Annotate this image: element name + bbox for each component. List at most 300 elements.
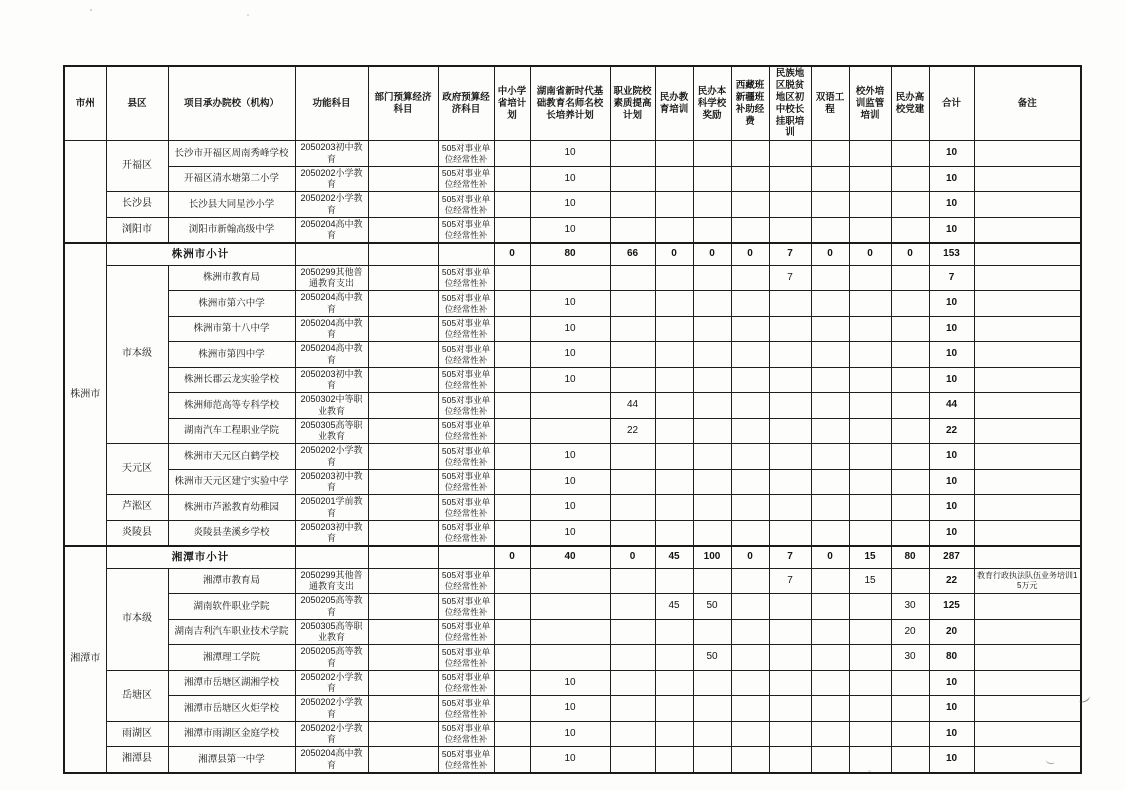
cell-k2: 10 bbox=[530, 495, 610, 521]
cell-k4 bbox=[655, 444, 693, 470]
cell-k1 bbox=[494, 192, 530, 218]
cell-k10 bbox=[891, 747, 929, 773]
col-header-k2: 湖南省新时代基础教育名师名校长培养计划 bbox=[530, 66, 610, 141]
cell-k9: 15 bbox=[849, 546, 891, 568]
cell-k6 bbox=[731, 393, 769, 419]
cell-gov: 505对事业单位经常性补 bbox=[438, 670, 494, 696]
cell-k3 bbox=[610, 721, 655, 747]
cell-k4 bbox=[655, 166, 693, 192]
cell-k2: 10 bbox=[530, 291, 610, 317]
table-row bbox=[64, 141, 1081, 167]
cell-remark: 教育行政执法队伍业务培训15万元 bbox=[974, 568, 1081, 594]
cell-k8 bbox=[811, 594, 849, 620]
cell-remark bbox=[974, 141, 1081, 167]
cell-gov: 505对事业单位经常性补 bbox=[438, 721, 494, 747]
cell-total: 10 bbox=[929, 721, 974, 747]
cell-k5: 50 bbox=[693, 645, 731, 671]
cell-county: 天元区 bbox=[106, 444, 168, 495]
cell-remark bbox=[974, 265, 1081, 291]
cell-k5 bbox=[693, 469, 731, 495]
cell-k7 bbox=[769, 619, 811, 645]
subtotal-row bbox=[64, 243, 1081, 265]
cell-k9 bbox=[849, 594, 891, 620]
cell-school: 湘潭市雨湖区金庭学校 bbox=[168, 721, 295, 747]
cell-k7: 7 bbox=[769, 243, 811, 265]
cell-total: 10 bbox=[929, 192, 974, 218]
cell-city bbox=[64, 141, 106, 244]
col-header-k4: 民办教育培训 bbox=[655, 66, 693, 141]
cell-k5 bbox=[693, 316, 731, 342]
cell-school: 湖南汽车工程职业学院 bbox=[168, 418, 295, 444]
cell-k4 bbox=[655, 418, 693, 444]
cell-func: 2050204高中教育 bbox=[295, 217, 368, 243]
cell-k5 bbox=[693, 495, 731, 521]
col-header-k1: 中小学省培计划 bbox=[494, 66, 530, 141]
col-header-gov: 政府预算经济科目 bbox=[438, 66, 494, 141]
cell-gov bbox=[438, 546, 494, 568]
cell-k3 bbox=[610, 696, 655, 722]
cell-k4 bbox=[655, 469, 693, 495]
cell-gov: 505对事业单位经常性补 bbox=[438, 696, 494, 722]
cell-dept bbox=[368, 645, 438, 671]
cell-k7 bbox=[769, 217, 811, 243]
cell-k1 bbox=[494, 495, 530, 521]
cell-k5 bbox=[693, 444, 731, 470]
cell-remark bbox=[974, 192, 1081, 218]
cell-k9 bbox=[849, 342, 891, 368]
cell-k2 bbox=[530, 594, 610, 620]
cell-k2: 10 bbox=[530, 747, 610, 773]
cell-k2 bbox=[530, 619, 610, 645]
cell-dept bbox=[368, 495, 438, 521]
cell-remark bbox=[974, 747, 1081, 773]
cell-k1: 0 bbox=[494, 243, 530, 265]
table-row bbox=[64, 670, 1081, 696]
cell-gov: 505对事业单位经常性补 bbox=[438, 265, 494, 291]
cell-k4 bbox=[655, 520, 693, 546]
cell-k3 bbox=[610, 265, 655, 291]
cell-dept bbox=[368, 670, 438, 696]
cell-subtotal: 株洲市小计 bbox=[106, 243, 295, 265]
cell-dept bbox=[368, 619, 438, 645]
cell-k8 bbox=[811, 568, 849, 594]
cell-remark bbox=[974, 619, 1081, 645]
cell-k7 bbox=[769, 444, 811, 470]
cell-remark bbox=[974, 342, 1081, 368]
cell-gov: 505对事业单位经常性补 bbox=[438, 469, 494, 495]
cell-gov: 505对事业单位经常性补 bbox=[438, 594, 494, 620]
cell-school: 株洲市天元区白鹤学校 bbox=[168, 444, 295, 470]
cell-k6 bbox=[731, 721, 769, 747]
cell-func: 2050203初中教育 bbox=[295, 520, 368, 546]
cell-k6 bbox=[731, 469, 769, 495]
cell-school: 长沙市开福区周南秀峰学校 bbox=[168, 141, 295, 167]
cell-k1 bbox=[494, 444, 530, 470]
cell-func: 2050202小学教育 bbox=[295, 696, 368, 722]
cell-total: 10 bbox=[929, 141, 974, 167]
cell-k9 bbox=[849, 495, 891, 521]
cell-k10: 30 bbox=[891, 594, 929, 620]
col-header-k3: 职业院校素质提高计划 bbox=[610, 66, 655, 141]
table-header bbox=[64, 66, 1081, 141]
cell-k2: 10 bbox=[530, 342, 610, 368]
cell-k4 bbox=[655, 670, 693, 696]
cell-k2: 40 bbox=[530, 546, 610, 568]
cell-func: 2050299其他普通教育支出 bbox=[295, 568, 368, 594]
cell-k9 bbox=[849, 291, 891, 317]
cell-k2: 80 bbox=[530, 243, 610, 265]
cell-k9 bbox=[849, 721, 891, 747]
cell-k4: 0 bbox=[655, 243, 693, 265]
cell-school: 株洲市第四中学 bbox=[168, 342, 295, 368]
cell-k3 bbox=[610, 568, 655, 594]
cell-dept bbox=[368, 342, 438, 368]
cell-school: 开福区清水塘第二小学 bbox=[168, 166, 295, 192]
cell-func: 2050302中等职业教育 bbox=[295, 393, 368, 419]
cell-k10 bbox=[891, 367, 929, 393]
cell-school: 株洲师范高等专科学校 bbox=[168, 393, 295, 419]
cell-k5 bbox=[693, 721, 731, 747]
cell-k10: 80 bbox=[891, 546, 929, 568]
cell-k1: 0 bbox=[494, 546, 530, 568]
cell-gov: 505对事业单位经常性补 bbox=[438, 166, 494, 192]
cell-k9: 15 bbox=[849, 568, 891, 594]
table-body bbox=[64, 141, 1081, 773]
cell-func: 2050203初中教育 bbox=[295, 367, 368, 393]
cell-k8: 0 bbox=[811, 546, 849, 568]
cell-k3 bbox=[610, 670, 655, 696]
cell-remark bbox=[974, 469, 1081, 495]
col-header-total: 合计 bbox=[929, 66, 974, 141]
cell-k5 bbox=[693, 265, 731, 291]
cell-k4 bbox=[655, 696, 693, 722]
cell-k5 bbox=[693, 418, 731, 444]
table-row bbox=[64, 721, 1081, 747]
cell-k8 bbox=[811, 645, 849, 671]
cell-func: 2050305高等职业教育 bbox=[295, 619, 368, 645]
cell-total: 7 bbox=[929, 265, 974, 291]
cell-county: 湘潭县 bbox=[106, 747, 168, 773]
cell-gov: 505对事业单位经常性补 bbox=[438, 367, 494, 393]
cell-dept bbox=[368, 469, 438, 495]
cell-func: 2050201学前教育 bbox=[295, 495, 368, 521]
cell-k6 bbox=[731, 342, 769, 368]
cell-k2 bbox=[530, 568, 610, 594]
cell-k10 bbox=[891, 141, 929, 167]
cell-k5 bbox=[693, 696, 731, 722]
cell-remark bbox=[974, 166, 1081, 192]
cell-k3: 0 bbox=[610, 546, 655, 568]
cell-remark bbox=[974, 243, 1081, 265]
cell-gov: 505对事业单位经常性补 bbox=[438, 393, 494, 419]
cell-k10 bbox=[891, 495, 929, 521]
cell-k6 bbox=[731, 291, 769, 317]
cell-k2: 10 bbox=[530, 367, 610, 393]
cell-county: 岳塘区 bbox=[106, 670, 168, 721]
col-header-school: 项目承办院校（机构） bbox=[168, 66, 295, 141]
cell-k5: 0 bbox=[693, 243, 731, 265]
cell-total: 10 bbox=[929, 217, 974, 243]
cell-dept bbox=[368, 291, 438, 317]
cell-gov: 505对事业单位经常性补 bbox=[438, 495, 494, 521]
cell-func: 2050202小学教育 bbox=[295, 166, 368, 192]
cell-k1 bbox=[494, 696, 530, 722]
cell-k6 bbox=[731, 747, 769, 773]
cell-k1 bbox=[494, 367, 530, 393]
cell-dept bbox=[368, 367, 438, 393]
cell-k10: 20 bbox=[891, 619, 929, 645]
cell-k8 bbox=[811, 291, 849, 317]
cell-k3 bbox=[610, 141, 655, 167]
cell-k10 bbox=[891, 721, 929, 747]
cell-k8 bbox=[811, 342, 849, 368]
cell-county: 炎陵县 bbox=[106, 520, 168, 546]
cell-remark bbox=[974, 367, 1081, 393]
cell-k3 bbox=[610, 594, 655, 620]
cell-k9: 0 bbox=[849, 243, 891, 265]
cell-k3 bbox=[610, 520, 655, 546]
cell-k7 bbox=[769, 316, 811, 342]
cell-total: 10 bbox=[929, 747, 974, 773]
cell-dept bbox=[368, 243, 438, 265]
cell-k8 bbox=[811, 747, 849, 773]
cell-k10 bbox=[891, 418, 929, 444]
cell-k8 bbox=[811, 721, 849, 747]
cell-remark bbox=[974, 444, 1081, 470]
cell-dept bbox=[368, 192, 438, 218]
header-row bbox=[64, 66, 1081, 141]
subtotal-row bbox=[64, 546, 1081, 568]
table-row bbox=[64, 594, 1081, 620]
cell-remark bbox=[974, 696, 1081, 722]
cell-total: 10 bbox=[929, 469, 974, 495]
cell-total: 10 bbox=[929, 670, 974, 696]
cell-k2: 10 bbox=[530, 520, 610, 546]
cell-k9 bbox=[849, 747, 891, 773]
cell-k7 bbox=[769, 594, 811, 620]
cell-k6 bbox=[731, 444, 769, 470]
cell-total: 10 bbox=[929, 495, 974, 521]
cell-k6: 0 bbox=[731, 243, 769, 265]
table-row bbox=[64, 316, 1081, 342]
cell-k10 bbox=[891, 192, 929, 218]
cell-school: 浏阳市新翰高级中学 bbox=[168, 217, 295, 243]
cell-k7 bbox=[769, 670, 811, 696]
cell-k6 bbox=[731, 594, 769, 620]
cell-k3: 44 bbox=[610, 393, 655, 419]
col-header-k6: 西藏班新疆班补助经费 bbox=[731, 66, 769, 141]
cell-k1 bbox=[494, 316, 530, 342]
cell-school: 株洲长郡云龙实验学校 bbox=[168, 367, 295, 393]
cell-city: 株洲市 bbox=[64, 243, 106, 546]
cell-k7 bbox=[769, 393, 811, 419]
cell-school: 湘潭市岳塘区湖湘学校 bbox=[168, 670, 295, 696]
cell-school: 湘潭市教育局 bbox=[168, 568, 295, 594]
cell-total: 10 bbox=[929, 316, 974, 342]
cell-remark bbox=[974, 316, 1081, 342]
col-header-func: 功能科目 bbox=[295, 66, 368, 141]
cell-func: 2050202小学教育 bbox=[295, 444, 368, 470]
cell-remark bbox=[974, 546, 1081, 568]
cell-k10 bbox=[891, 696, 929, 722]
cell-dept bbox=[368, 520, 438, 546]
cell-k5 bbox=[693, 291, 731, 317]
cell-gov: 505对事业单位经常性补 bbox=[438, 645, 494, 671]
cell-k7 bbox=[769, 495, 811, 521]
scan-artifact bbox=[247, 14, 249, 16]
cell-k10: 30 bbox=[891, 645, 929, 671]
cell-k9 bbox=[849, 141, 891, 167]
cell-k3 bbox=[610, 645, 655, 671]
cell-k6 bbox=[731, 520, 769, 546]
cell-school: 株洲市第十八中学 bbox=[168, 316, 295, 342]
cell-k6 bbox=[731, 696, 769, 722]
cell-k2: 10 bbox=[530, 469, 610, 495]
cell-k8 bbox=[811, 469, 849, 495]
cell-func: 2050305高等职业教育 bbox=[295, 418, 368, 444]
cell-dept bbox=[368, 418, 438, 444]
cell-k7 bbox=[769, 141, 811, 167]
cell-func: 2050205高等教育 bbox=[295, 645, 368, 671]
cell-k9 bbox=[849, 670, 891, 696]
cell-remark bbox=[974, 645, 1081, 671]
cell-k1 bbox=[494, 265, 530, 291]
col-header-city: 市州 bbox=[64, 66, 106, 141]
table-row bbox=[64, 418, 1081, 444]
cell-k8 bbox=[811, 393, 849, 419]
cell-k10 bbox=[891, 444, 929, 470]
cell-k9 bbox=[849, 265, 891, 291]
cell-k5 bbox=[693, 217, 731, 243]
cell-k6 bbox=[731, 495, 769, 521]
cell-dept bbox=[368, 696, 438, 722]
cell-gov: 505对事业单位经常性补 bbox=[438, 418, 494, 444]
cell-k8 bbox=[811, 166, 849, 192]
cell-k8 bbox=[811, 495, 849, 521]
cell-remark bbox=[974, 520, 1081, 546]
cell-k3 bbox=[610, 291, 655, 317]
cell-k6 bbox=[731, 192, 769, 218]
cell-func: 2050205高等教育 bbox=[295, 594, 368, 620]
table-row bbox=[64, 645, 1081, 671]
cell-k9 bbox=[849, 520, 891, 546]
cell-k8 bbox=[811, 418, 849, 444]
cell-k7 bbox=[769, 645, 811, 671]
cell-k7: 7 bbox=[769, 568, 811, 594]
cell-k4 bbox=[655, 747, 693, 773]
cell-dept bbox=[368, 747, 438, 773]
cell-k8 bbox=[811, 265, 849, 291]
cell-k4 bbox=[655, 192, 693, 218]
cell-k9 bbox=[849, 217, 891, 243]
cell-total: 44 bbox=[929, 393, 974, 419]
cell-total: 22 bbox=[929, 418, 974, 444]
table-row bbox=[64, 166, 1081, 192]
col-header-k5: 民办本科学校奖励 bbox=[693, 66, 731, 141]
cell-k9 bbox=[849, 469, 891, 495]
cell-k4 bbox=[655, 568, 693, 594]
cell-k6 bbox=[731, 367, 769, 393]
cell-school: 炎陵县垄溪乡学校 bbox=[168, 520, 295, 546]
cell-school: 湘潭理工学院 bbox=[168, 645, 295, 671]
cell-k4 bbox=[655, 342, 693, 368]
cell-k8 bbox=[811, 520, 849, 546]
cell-k8 bbox=[811, 217, 849, 243]
cell-k8 bbox=[811, 696, 849, 722]
cell-k1 bbox=[494, 721, 530, 747]
cell-school: 湘潭县第一中学 bbox=[168, 747, 295, 773]
cell-k10 bbox=[891, 520, 929, 546]
cell-k5 bbox=[693, 619, 731, 645]
cell-k6 bbox=[731, 217, 769, 243]
col-header-remark: 备注 bbox=[974, 66, 1081, 141]
cell-k6 bbox=[731, 166, 769, 192]
cell-func bbox=[295, 243, 368, 265]
cell-k9 bbox=[849, 192, 891, 218]
cell-k3 bbox=[610, 342, 655, 368]
cell-k8 bbox=[811, 367, 849, 393]
cell-k2: 10 bbox=[530, 444, 610, 470]
cell-func: 2050202小学教育 bbox=[295, 192, 368, 218]
cell-k1 bbox=[494, 594, 530, 620]
cell-k2: 10 bbox=[530, 192, 610, 218]
cell-total: 10 bbox=[929, 367, 974, 393]
cell-k5 bbox=[693, 747, 731, 773]
cell-k2 bbox=[530, 645, 610, 671]
cell-total: 20 bbox=[929, 619, 974, 645]
cell-school: 株洲市芦淞教育幼稚园 bbox=[168, 495, 295, 521]
cell-k3 bbox=[610, 469, 655, 495]
cell-k2: 10 bbox=[530, 670, 610, 696]
col-header-k8: 双语工程 bbox=[811, 66, 849, 141]
col-header-k10: 民办高校党建 bbox=[891, 66, 929, 141]
cell-subtotal: 湘潭市小计 bbox=[106, 546, 295, 568]
cell-dept bbox=[368, 393, 438, 419]
cell-k7 bbox=[769, 520, 811, 546]
cell-k2 bbox=[530, 265, 610, 291]
cell-k6: 0 bbox=[731, 546, 769, 568]
cell-k1 bbox=[494, 645, 530, 671]
cell-remark bbox=[974, 670, 1081, 696]
cell-gov: 505对事业单位经常性补 bbox=[438, 568, 494, 594]
cell-gov: 505对事业单位经常性补 bbox=[438, 342, 494, 368]
cell-k6 bbox=[731, 265, 769, 291]
cell-k1 bbox=[494, 217, 530, 243]
cell-k10 bbox=[891, 265, 929, 291]
cell-total: 125 bbox=[929, 594, 974, 620]
cell-county: 开福区 bbox=[106, 141, 168, 192]
cell-county: 芦淞区 bbox=[106, 495, 168, 521]
cell-k1 bbox=[494, 568, 530, 594]
cell-k9 bbox=[849, 367, 891, 393]
cell-k7: 7 bbox=[769, 546, 811, 568]
cell-school: 湖南吉利汽车职业技术学院 bbox=[168, 619, 295, 645]
cell-k2: 10 bbox=[530, 166, 610, 192]
cell-func: 2050204高中教育 bbox=[295, 747, 368, 773]
cell-k3: 66 bbox=[610, 243, 655, 265]
cell-k8 bbox=[811, 619, 849, 645]
cell-k2 bbox=[530, 418, 610, 444]
cell-k10 bbox=[891, 217, 929, 243]
cell-k4 bbox=[655, 393, 693, 419]
cell-gov: 505对事业单位经常性补 bbox=[438, 444, 494, 470]
cell-k6 bbox=[731, 645, 769, 671]
cell-k8 bbox=[811, 444, 849, 470]
cell-k7 bbox=[769, 192, 811, 218]
cell-county: 浏阳市 bbox=[106, 217, 168, 243]
table-row bbox=[64, 619, 1081, 645]
cell-k3 bbox=[610, 217, 655, 243]
